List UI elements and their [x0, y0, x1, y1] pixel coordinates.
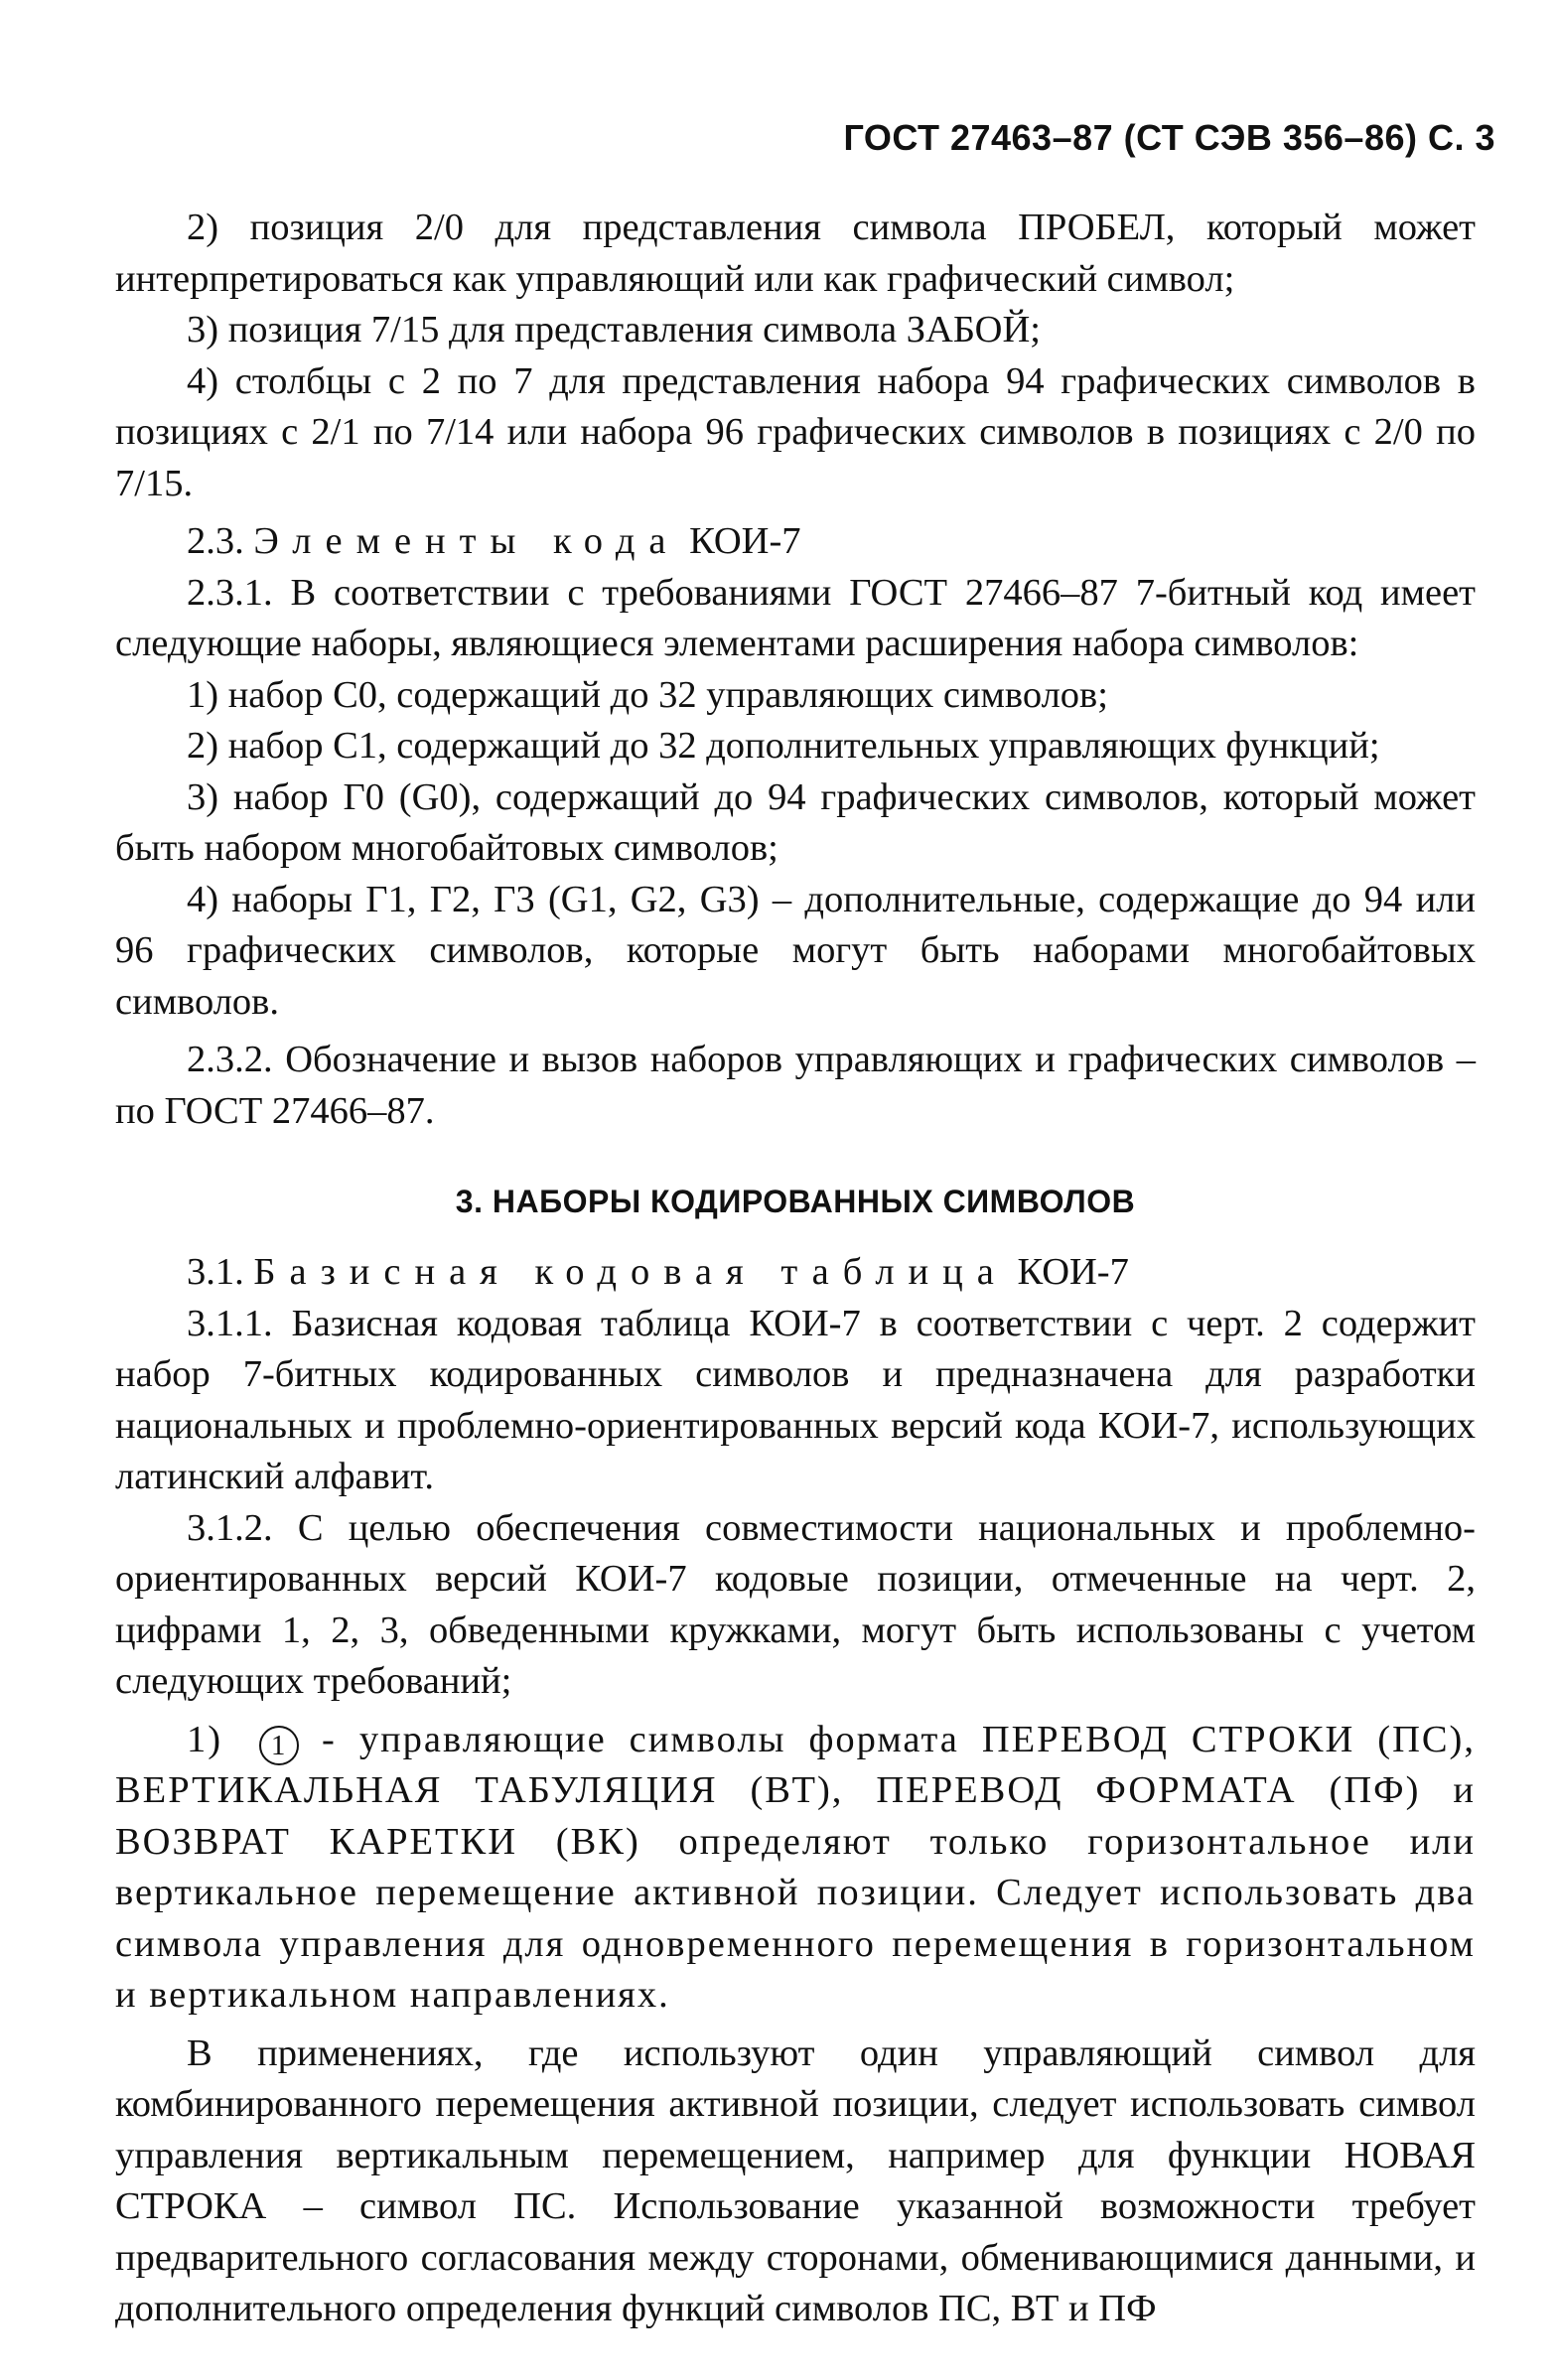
section-title: Элементы кода	[253, 520, 680, 562]
list-item-c1: 2) набор С1, содержащий до 32 дополнительных управляющих функций;	[187, 725, 1380, 767]
paragraph-combined-movement: В применениях, где используют один управляющий символ для комбинированного перемещения активной позиции, следует использовать символ управления вертикальным перемещением, например для функции НОВАЯ СТРОКА – символ ПС. Использование указанной возможности требует предварительного согласования между сторонами, обменивающимися данными, и дополнительного определения функций символов ПС, ВТ и ПФ	[115, 2031, 1476, 2329]
running-header: ГОСТ 27463–87 (СТ СЭВ 356–86) С. 3	[843, 117, 1495, 158]
list-item-g0: 3) набор Г0 (G0), содержащий до 94 графических символов, который может быть набором многобайтовых символов;	[115, 775, 1476, 869]
requirement-1	[115, 1715, 1476, 2022]
list-item-c0: 1) набор С0, содержащий до 32 управляющих символов;	[187, 673, 1108, 716]
section-3-1-title	[115, 1247, 1476, 1299]
paragraph-2-3-1: 2.3.1. В соответствии с требованиями ГОСТ 27466–87 7-битный код имеет следующие наборы, являющиеся элементами расширения набора символов:	[115, 571, 1476, 664]
section-3-heading: 3. НАБОРЫ КОДИРОВАННЫХ СИМВОЛОВ	[455, 1184, 1136, 1219]
paragraph-2-3-2: 2.3.2. Обозначение и вызов наборов управляющих и графических символов – по ГОСТ 27466–87.	[115, 1039, 1476, 1132]
paragraph-graphic-columns: 4) столбцы с 2 по 7 для представления набора 94 графических символов в позициях с 2/1 по 7/14 или набора 96 графических символов в позициях с 2/0 по 7/15.	[115, 359, 1476, 504]
section-title-tail: КОИ-7	[1007, 1251, 1129, 1293]
list-item-g1-g3: 4) наборы Г1, Г2, Г3 (G1, G2, G3) – дополнительные, содержащие до 94 или 96 графических символов, которые могут быть наборами многобайтовых символов.	[115, 878, 1476, 1023]
section-title: Базисная кодовая таблица	[253, 1251, 1008, 1293]
section-number: 2.3.	[187, 520, 244, 562]
paragraph-space-position: 2) позиция 2/0 для представления символа ПРОБЕЛ, который может интерпретироваться как управляющий или как графический символ;	[115, 207, 1476, 300]
paragraph-3-1-1: 3.1.1. Базисная кодовая таблица КОИ-7 в соответствии с черт. 2 содержит набор 7-битных кодированных символов и предназначена для разработки национальных и проблемно-ориентированных версий кода КОИ-7, использующих латинский алфавит.	[115, 1302, 1476, 1497]
section-number: 3.1.	[187, 1251, 244, 1293]
requirement-text: - управляющие символы формата ПЕРЕВОД СТРОКИ (ПС), ВЕРТИКАЛЬНАЯ ТАБУЛЯЦИЯ (ВТ), ПЕРЕВОД ФОРМАТА (ПФ) и ВОЗВРАТ КАРЕТКИ (ВК) определяют только горизонтальное или вертикальное перемещение активной позиции. Следует использовать два символа управления для одновременного перемещения в горизонтальном и вертикальном направлениях.	[115, 1718, 1476, 2016]
page-body	[115, 203, 1476, 2335]
requirement-number: 1)	[187, 1718, 223, 1760]
circled-one-icon: 1	[259, 1726, 299, 1765]
paragraph-delete-position: 3) позиция 7/15 для представления символа ЗАБОЙ;	[187, 309, 1041, 350]
section-2-3-title	[115, 516, 1476, 568]
paragraph-3-1-2: 3.1.2. С целью обеспечения совместимости национальных и проблемно-ориентированных версий КОИ-7 кодовые позиции, отмеченные на черт. 2, цифрами 1, 2, 3, обведенными кружками, могут быть использованы с учетом следующих требований;	[115, 1506, 1476, 1702]
section-title-tail: КОИ-7	[679, 520, 801, 562]
